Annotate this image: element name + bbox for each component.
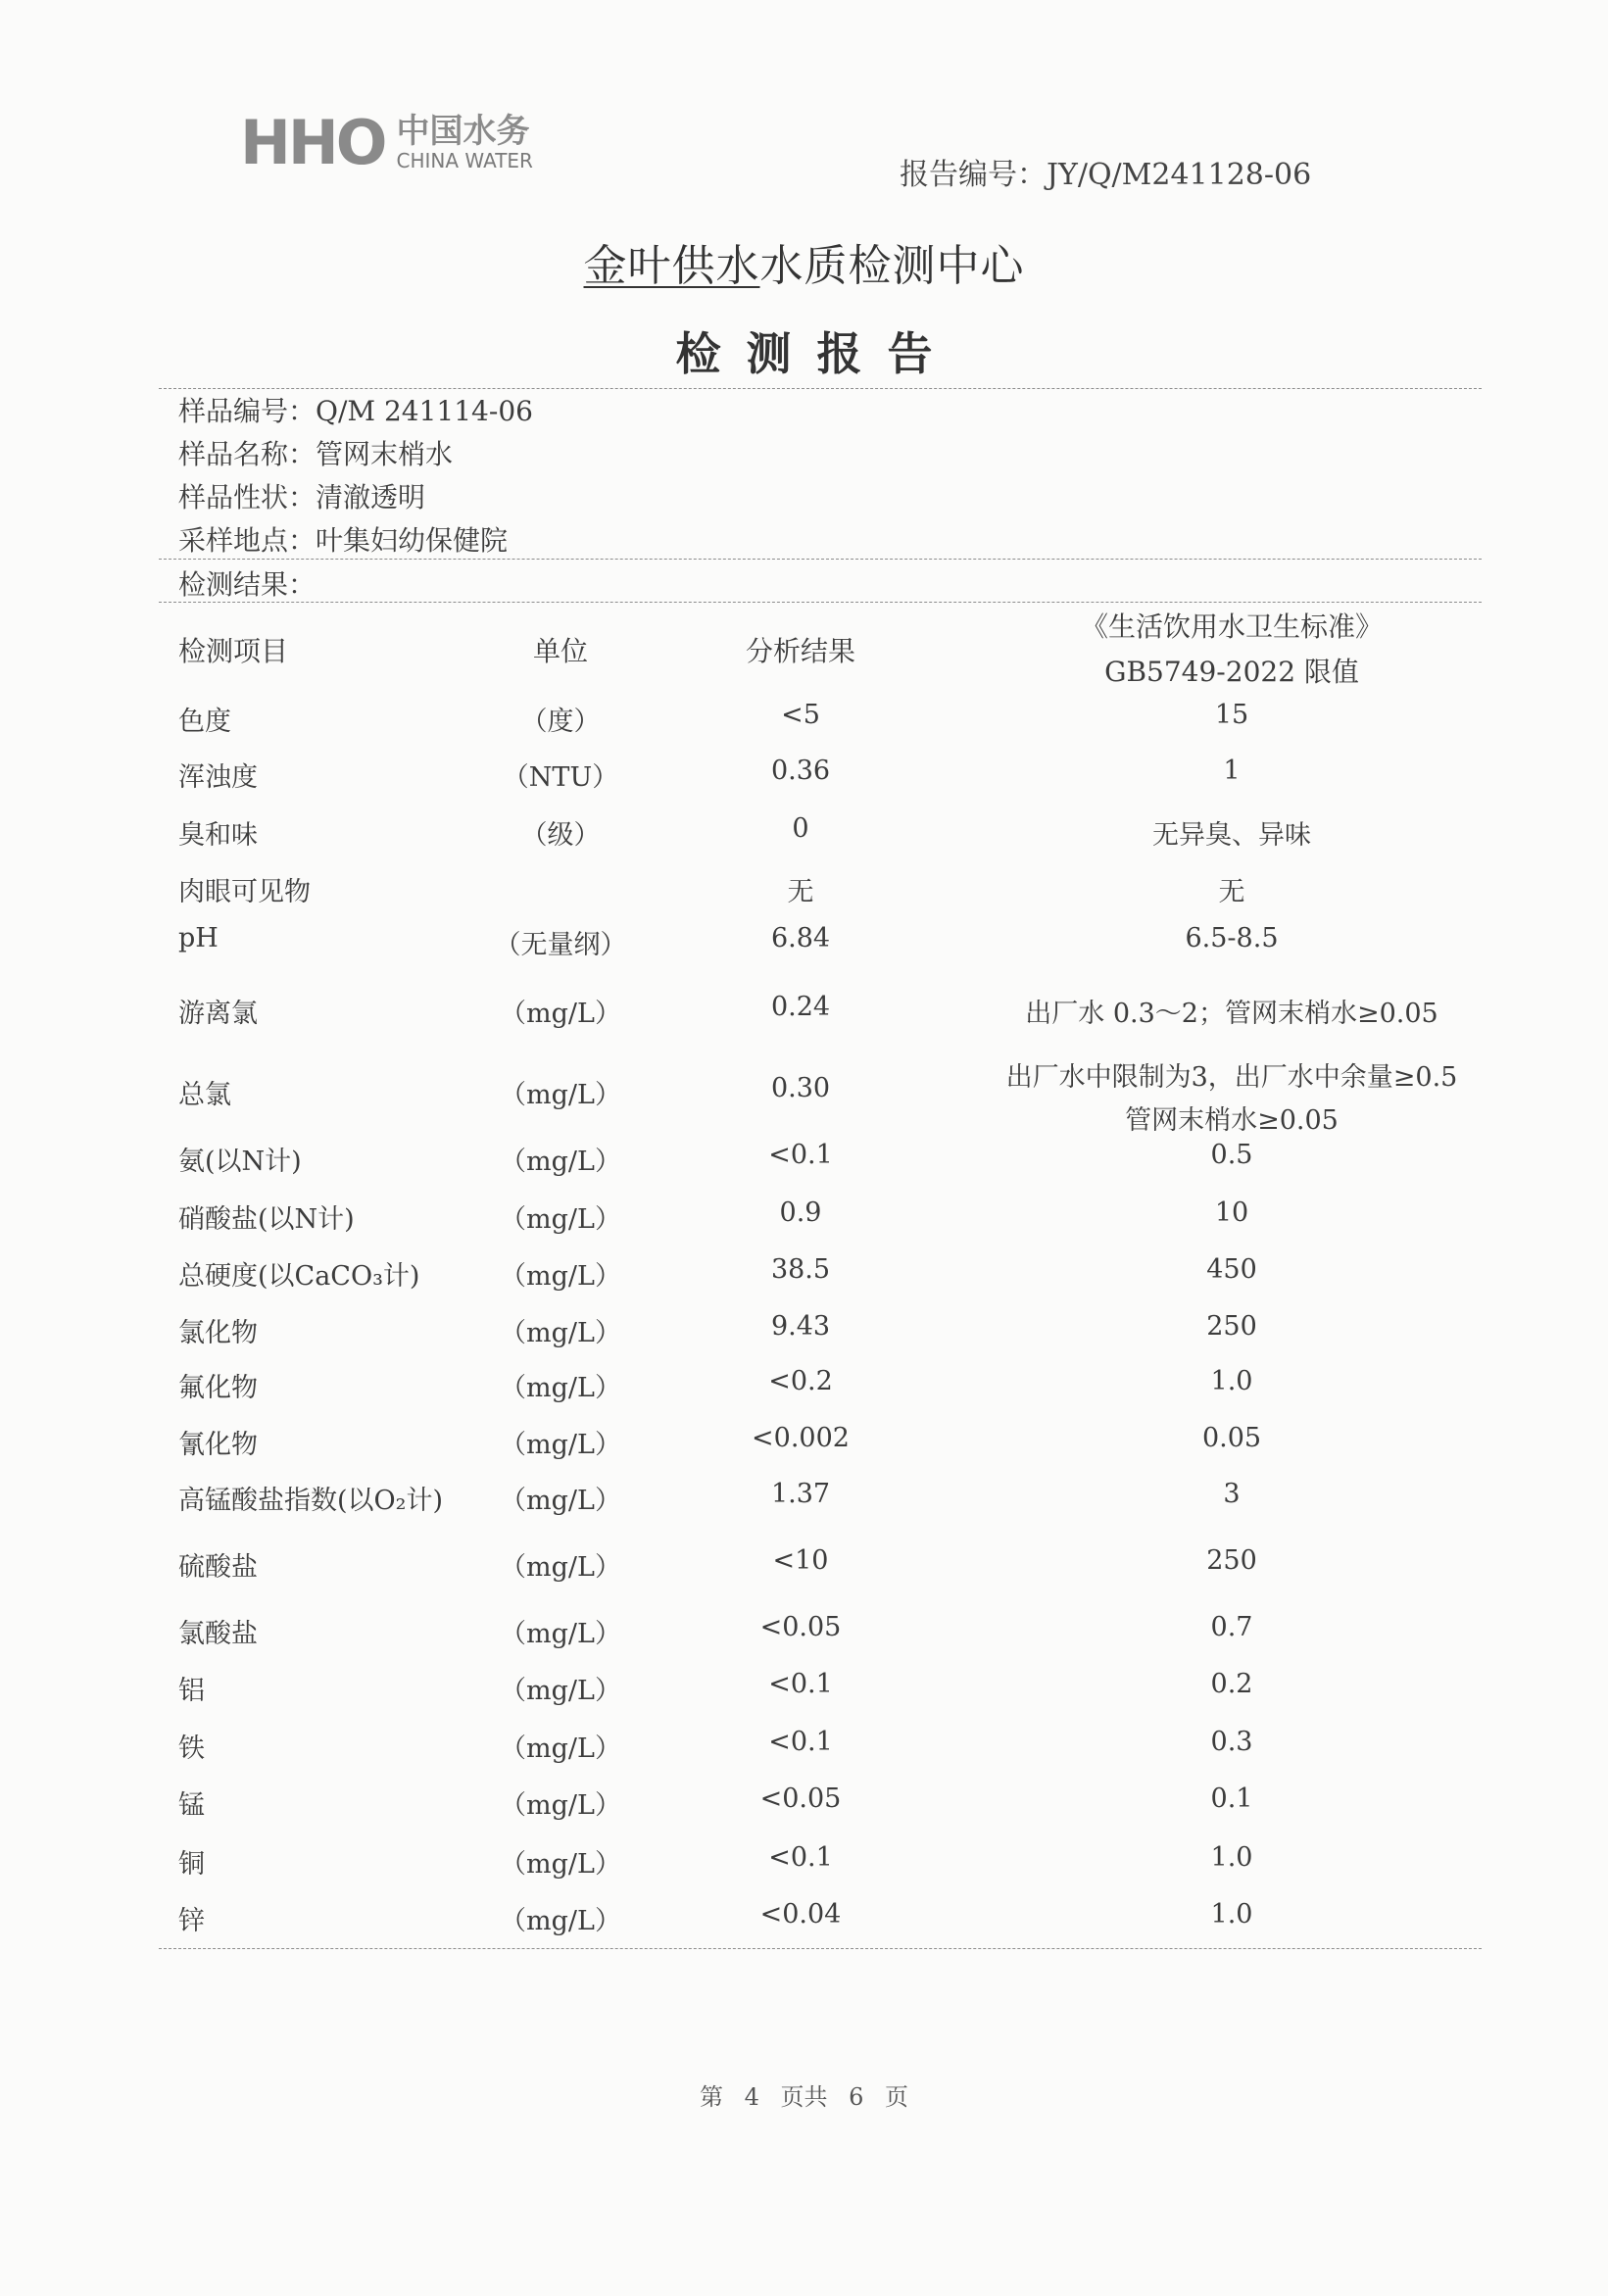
row-limit-line2: 管网末梢水≥0.05 xyxy=(1125,1105,1339,1136)
row-item: 臭和味 xyxy=(178,820,258,851)
row-limit: 1.0 xyxy=(1210,1366,1253,1396)
row-item: 铜 xyxy=(178,1849,205,1880)
divider-top xyxy=(159,388,1482,389)
row-item: 锰 xyxy=(178,1790,205,1821)
row-result: 0.9 xyxy=(779,1197,822,1228)
row-unit: （NTU） xyxy=(502,762,619,793)
row-limit: 无异臭、异味 xyxy=(1152,820,1311,851)
logo-text xyxy=(396,112,533,172)
row-unit: （mg/L） xyxy=(500,1204,621,1235)
row-item: 锌 xyxy=(178,1906,205,1936)
row-item: 浑浊度 xyxy=(178,762,258,793)
sampling-location-field xyxy=(178,519,508,559)
row-item: 总硬度(以CaCO₃计) xyxy=(178,1261,420,1292)
row-result: <0.002 xyxy=(752,1423,850,1453)
row-unit: （mg/L） xyxy=(500,1430,621,1460)
row-limit: 3 xyxy=(1223,1479,1241,1509)
row-item: 氨(以N计) xyxy=(178,1147,302,1177)
row-limit: 1 xyxy=(1223,756,1241,786)
header-limit-line1: 《生活饮用水卫生标准》 xyxy=(1080,611,1384,643)
row-limit: 无 xyxy=(1218,877,1245,907)
row-limit: 0.5 xyxy=(1210,1140,1253,1170)
row-unit: （度） xyxy=(520,707,601,737)
row-result: <10 xyxy=(772,1545,829,1576)
organization-title-rest: 水质检测中心 xyxy=(759,241,1025,291)
row-unit: （mg/L） xyxy=(500,1486,621,1516)
row-unit: （mg/L） xyxy=(500,1790,621,1821)
row-item: 高锰酸盐指数(以O₂计) xyxy=(178,1486,444,1516)
row-item: 铁 xyxy=(178,1734,205,1764)
row-result: <0.1 xyxy=(768,1669,833,1699)
row-result: <0.04 xyxy=(759,1899,842,1930)
row-result: <0.05 xyxy=(759,1783,842,1814)
row-unit: （mg/L） xyxy=(500,1373,621,1403)
row-result: 0 xyxy=(792,813,809,844)
row-limit: 15 xyxy=(1214,700,1249,730)
row-item: 氯化物 xyxy=(178,1318,258,1348)
organization-title-underlined: 金叶供水 xyxy=(583,241,760,291)
row-item: pH xyxy=(178,923,219,953)
row-item: 氯酸盐 xyxy=(178,1619,258,1649)
row-result: 9.43 xyxy=(770,1311,831,1342)
logo-mark: HHO xyxy=(240,107,385,178)
row-limit: 0.3 xyxy=(1210,1727,1253,1757)
company-logo xyxy=(240,107,533,178)
row-result: 38.5 xyxy=(770,1254,831,1285)
header-unit: 单位 xyxy=(532,635,589,667)
row-unit: （mg/L） xyxy=(500,1318,621,1348)
row-unit: （mg/L） xyxy=(500,1261,621,1292)
field-value: 叶集妇幼保健院 xyxy=(316,524,509,557)
row-limit: 出厂水中限制为3，出厂水中余量≥0.5 xyxy=(1005,1062,1458,1093)
divider-results-top xyxy=(159,559,1482,560)
row-item: 游离氯 xyxy=(178,999,258,1029)
row-item: 氰化物 xyxy=(178,1430,258,1460)
row-limit: 10 xyxy=(1214,1197,1249,1228)
field-value: 管网末梢水 xyxy=(316,438,454,470)
row-item: 色度 xyxy=(178,707,231,737)
row-unit: （mg/L） xyxy=(500,1906,621,1936)
row-result: <0.1 xyxy=(768,1140,833,1170)
field-label: 样品性状： xyxy=(178,481,317,513)
row-unit: （mg/L） xyxy=(500,1147,621,1177)
row-result: <0.1 xyxy=(768,1727,833,1757)
row-result: 0.24 xyxy=(770,992,831,1022)
page-number-footer: 第 4 页共 6 页 xyxy=(699,2083,909,2111)
row-item: 硫酸盐 xyxy=(178,1552,258,1583)
row-limit: 0.2 xyxy=(1210,1669,1253,1699)
row-unit: （级） xyxy=(520,820,601,851)
field-value: Q/M 241114-06 xyxy=(316,395,533,427)
row-unit: （mg/L） xyxy=(500,1676,621,1706)
row-item: 总氯 xyxy=(178,1080,231,1110)
row-item: 肉眼可见物 xyxy=(178,877,311,907)
field-value: 清澈透明 xyxy=(316,481,426,513)
row-item: 硝酸盐(以N计) xyxy=(178,1204,355,1235)
row-result: 0.30 xyxy=(770,1073,831,1103)
logo-english-name: CHINA WATER xyxy=(396,148,533,172)
row-result: <0.1 xyxy=(768,1842,833,1873)
row-unit: （mg/L） xyxy=(500,1619,621,1649)
field-label: 样品名称： xyxy=(178,438,317,470)
logo-chinese-name: 中国水务 xyxy=(396,112,530,152)
divider-bottom xyxy=(159,1948,1482,1949)
row-item: 氟化物 xyxy=(178,1373,258,1403)
row-unit: （mg/L） xyxy=(500,1734,621,1764)
row-result: 无 xyxy=(787,877,814,907)
header-limit-line2: GB5749-2022 限值 xyxy=(1104,656,1359,688)
row-limit: 0.05 xyxy=(1201,1423,1262,1453)
row-result: <0.2 xyxy=(768,1366,833,1396)
row-limit: 450 xyxy=(1206,1254,1257,1285)
header-result: 分析结果 xyxy=(745,635,856,667)
sample-number-field xyxy=(178,390,533,429)
sample-name-field xyxy=(178,433,453,472)
row-limit: 出厂水 0.3～2；管网末梢水≥0.05 xyxy=(1025,999,1438,1029)
row-limit: 6.5-8.5 xyxy=(1185,923,1279,953)
row-limit: 0.1 xyxy=(1210,1783,1253,1814)
row-result: <0.05 xyxy=(759,1612,842,1642)
results-label: 检测结果： xyxy=(178,568,317,601)
row-unit: （mg/L） xyxy=(500,999,621,1029)
field-label: 样品编号： xyxy=(178,395,317,427)
row-unit: （mg/L） xyxy=(500,1552,621,1583)
field-label: 采样地点： xyxy=(178,524,317,557)
row-result: <5 xyxy=(781,700,820,730)
organization-title xyxy=(0,230,1608,293)
row-unit: （mg/L） xyxy=(500,1080,621,1110)
row-unit: （mg/L） xyxy=(500,1849,621,1880)
row-item: 铝 xyxy=(178,1676,205,1706)
row-limit: 1.0 xyxy=(1210,1899,1253,1930)
sample-appearance-field xyxy=(178,476,425,515)
row-result: 0.36 xyxy=(770,756,831,786)
document-title: 检测报告 xyxy=(675,327,958,380)
row-limit: 1.0 xyxy=(1210,1842,1253,1873)
divider-results-bottom xyxy=(159,602,1482,603)
row-result: 6.84 xyxy=(770,923,831,953)
row-limit: 250 xyxy=(1206,1545,1257,1576)
row-unit: （无量纲） xyxy=(494,930,627,960)
row-limit: 0.7 xyxy=(1210,1612,1253,1642)
row-limit: 250 xyxy=(1206,1311,1257,1342)
report-number: 报告编号：JY/Q/M241128-06 xyxy=(900,158,1312,192)
row-result: 1.37 xyxy=(770,1479,831,1509)
header-item: 检测项目 xyxy=(178,635,289,667)
